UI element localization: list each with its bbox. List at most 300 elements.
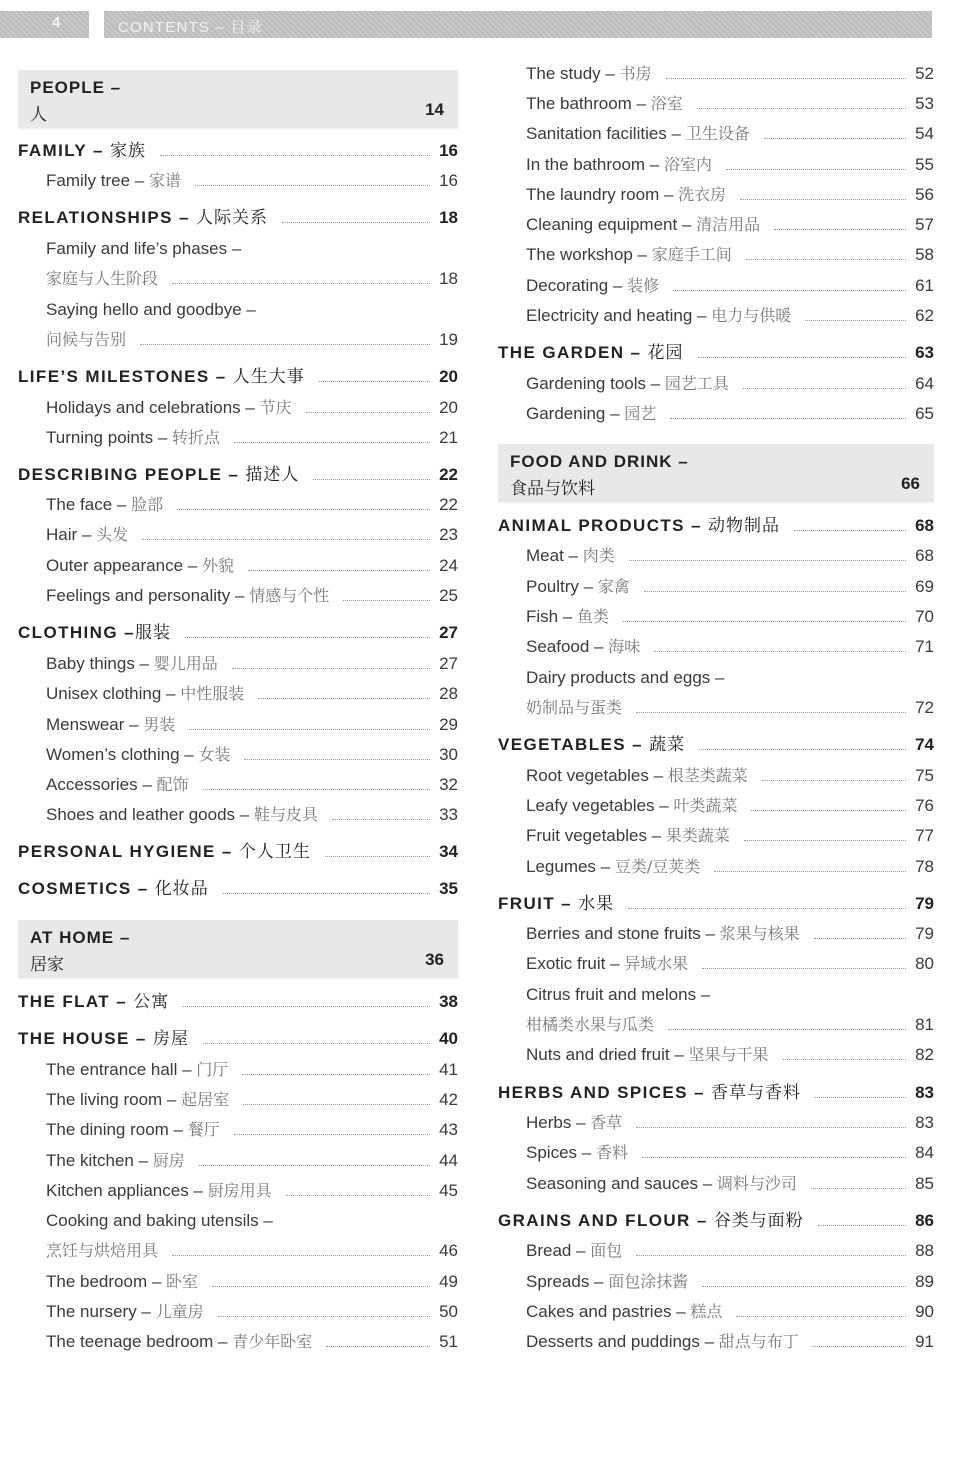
dot-leader [774, 229, 906, 230]
toc-topic-entry[interactable] [18, 520, 458, 546]
entry-title-zh: 浴室内 [663, 155, 712, 174]
entry-page-number: 41 [439, 1060, 458, 1079]
entry-title-zh: 卧室 [166, 1272, 199, 1291]
entry-label [18, 653, 218, 675]
entry-title-en: FRUIT – [498, 894, 579, 913]
toc-topic-entry[interactable] [498, 1040, 934, 1066]
entry-title-zh: 家庭与人生阶段 [46, 269, 159, 288]
contents-title: CONTENTS – 目录 [118, 19, 263, 36]
toc-topic-entry[interactable] [18, 740, 458, 766]
dot-leader [702, 1286, 906, 1287]
toc-chapter-entry[interactable] [498, 1078, 934, 1104]
entry-label [18, 366, 305, 388]
toc-topic-entry[interactable] [498, 852, 934, 878]
entry-title-en: Electricity and heating – [526, 306, 712, 325]
toc-section-header[interactable] [18, 70, 458, 128]
dot-leader [673, 290, 906, 291]
entry-title-zh: 园艺 [624, 404, 657, 423]
entry-page-number: 75 [915, 766, 934, 785]
toc-topic-entry[interactable] [498, 1236, 934, 1262]
toc-section-header[interactable] [18, 920, 458, 978]
entry-title-en: GRAINS AND FLOUR – [498, 1211, 714, 1230]
section-page-number: 14 [425, 100, 444, 119]
entry-page-number: 70 [915, 607, 934, 626]
dot-leader [743, 388, 906, 389]
entry-page-number: 76 [915, 796, 934, 815]
entry-title-zh: 面包 [590, 1241, 623, 1260]
toc-topic-entry[interactable] [18, 800, 458, 826]
toc-entry-line [18, 234, 458, 260]
entry-title-zh: 柑橘类水果与瓜类 [526, 1015, 655, 1034]
entry-label [498, 667, 724, 689]
toc-topic-entry[interactable] [18, 1327, 458, 1353]
section-title-zh: 居家 [30, 955, 64, 975]
entry-title-en: Holidays and celebrations – [46, 398, 260, 417]
entry-title-en: HERBS AND SPICES – [498, 1083, 712, 1102]
toc-topic-entry[interactable] [18, 1146, 458, 1172]
toc-chapter-entry[interactable] [18, 136, 458, 162]
entry-label [498, 93, 683, 115]
entry-title-zh: 脸部 [131, 495, 164, 514]
entry-title-zh: 豆类/豆荚类 [614, 857, 701, 876]
entry-label [498, 184, 726, 206]
entry-title-en: Decorating – [526, 276, 628, 295]
entry-title-en: THE HOUSE – [18, 1029, 153, 1048]
toc-topic-entry[interactable] [498, 240, 934, 266]
entry-title-zh: 问候与告别 [46, 330, 127, 349]
toc-chapter-entry[interactable] [18, 837, 458, 863]
toc-topic-entry[interactable] [18, 1085, 458, 1111]
toc-topic-entry[interactable] [498, 693, 934, 719]
entry-title-en: Cakes and pastries – [526, 1302, 691, 1321]
entry-label [498, 606, 609, 628]
entry-page-number: 85 [915, 1174, 934, 1193]
entry-label [18, 464, 299, 486]
entry-title-en: Meat – [526, 546, 583, 565]
entry-page-number: 57 [915, 215, 934, 234]
entry-title-zh: 异域水果 [624, 954, 689, 973]
entry-label [498, 342, 684, 364]
entry-title-en: Legumes – [526, 857, 615, 876]
entry-label [18, 1028, 189, 1050]
entry-page-number: 90 [915, 1302, 934, 1321]
dot-leader [282, 222, 430, 223]
entry-title-en: The teenage bedroom – [46, 1332, 233, 1351]
dot-leader [160, 155, 430, 156]
entry-page-number: 22 [439, 495, 458, 514]
entry-title-zh: 餐厅 [187, 1120, 220, 1139]
toc-chapter-entry[interactable] [18, 874, 458, 900]
entry-label [498, 1331, 799, 1353]
entry-page-number: 25 [439, 586, 458, 605]
entry-label [498, 734, 685, 756]
entry-label [498, 154, 712, 176]
entry-title-zh: 中性服装 [180, 684, 245, 703]
entry-label [498, 63, 652, 85]
toc-topic-entry[interactable] [18, 770, 458, 796]
entry-title-en: FAMILY – [18, 141, 110, 160]
toc-topic-entry[interactable] [498, 949, 934, 975]
entry-page-number: 79 [915, 894, 934, 913]
entry-page-number: 52 [915, 64, 934, 83]
entry-title-zh: 青少年卧室 [232, 1332, 313, 1351]
toc-topic-entry[interactable] [18, 423, 458, 449]
entry-label [498, 953, 688, 975]
entry-label [18, 1210, 273, 1232]
toc-topic-entry[interactable] [498, 541, 934, 567]
section-title-en: FOOD AND DRINK – [510, 452, 689, 471]
dot-leader [199, 1165, 430, 1166]
entry-title-zh: 公寓 [133, 992, 170, 1012]
toc-topic-entry[interactable] [498, 271, 934, 297]
toc-topic-entry[interactable] [18, 679, 458, 705]
dot-leader [218, 1316, 430, 1317]
entry-title-zh: 奶制品与蛋类 [526, 698, 623, 717]
dot-leader [714, 871, 906, 872]
entry-label [498, 1112, 622, 1134]
section-page-number: 66 [901, 474, 920, 493]
dot-leader [140, 344, 430, 345]
entry-page-number: 51 [439, 1332, 458, 1351]
entry-page-number: 83 [915, 1113, 934, 1132]
entry-page-number: 84 [915, 1143, 934, 1162]
toc-topic-entry[interactable] [498, 119, 934, 145]
entry-label [18, 1089, 229, 1111]
toc-topic-entry[interactable] [498, 1108, 934, 1134]
toc-topic-entry[interactable] [498, 399, 934, 425]
entry-title-zh: 化妆品 [154, 879, 209, 899]
entry-title-en: Fish – [526, 607, 578, 626]
entry-title-zh: 转折点 [172, 428, 221, 447]
entry-title-zh: 书房 [619, 64, 652, 83]
entry-label [18, 140, 146, 162]
toc-topic-entry[interactable] [18, 264, 458, 290]
entry-title-en: Shoes and leather goods – [46, 805, 254, 824]
entry-page-number: 24 [439, 556, 458, 575]
entry-label [18, 683, 244, 705]
toc-chapter-entry[interactable] [498, 1206, 934, 1232]
entry-page-number: 61 [915, 276, 934, 295]
entry-label [498, 515, 780, 537]
entry-title-zh: 门厅 [196, 1060, 229, 1079]
toc-section-header[interactable] [498, 444, 934, 502]
toc-topic-entry[interactable] [498, 1297, 934, 1323]
toc-topic-entry[interactable] [498, 919, 934, 945]
toc-entry-line [498, 980, 934, 1006]
toc-topic-entry[interactable] [18, 166, 458, 192]
dot-leader [762, 780, 906, 781]
entry-title-zh: 水果 [578, 894, 615, 914]
entry-title-en: VEGETABLES – [498, 735, 650, 754]
toc-topic-entry[interactable] [498, 791, 934, 817]
entry-label [18, 329, 126, 351]
dot-leader [666, 78, 906, 79]
entry-title-zh: 家禽 [597, 577, 630, 596]
entry-title-zh: 电力与供暖 [711, 306, 792, 325]
dot-leader [636, 1255, 906, 1256]
entry-label [18, 1301, 204, 1323]
entry-page-number: 69 [915, 577, 934, 596]
toc-chapter-entry[interactable] [18, 460, 458, 486]
toc-topic-entry[interactable] [498, 301, 934, 327]
entry-label [498, 1014, 654, 1036]
toc-chapter-entry[interactable] [498, 338, 934, 364]
entry-page-number: 82 [915, 1045, 934, 1064]
dot-leader [818, 1225, 906, 1226]
entry-title-en: Family tree – [46, 171, 149, 190]
toc-chapter-entry[interactable] [18, 987, 458, 1013]
dot-leader [628, 908, 906, 909]
entry-page-number: 71 [915, 637, 934, 656]
section-title-zh: 食品与饮料 [510, 479, 595, 499]
entry-label [498, 636, 640, 658]
dot-leader [313, 479, 430, 480]
entry-title-en: Gardening – [526, 404, 625, 423]
entry-label [498, 1173, 797, 1195]
toc-topic-entry[interactable] [498, 150, 934, 176]
toc-chapter-entry[interactable] [18, 203, 458, 229]
entry-page-number: 68 [915, 516, 934, 535]
toc-topic-entry[interactable] [498, 89, 934, 115]
entry-page-number: 33 [439, 805, 458, 824]
entry-page-number: 32 [439, 775, 458, 794]
entry-label [498, 576, 630, 598]
entry-label [18, 238, 241, 260]
entry-page-number: 16 [439, 141, 458, 160]
entry-label [498, 984, 710, 1006]
dot-leader [746, 259, 906, 260]
entry-label [18, 878, 209, 900]
contents-header-band [104, 11, 932, 38]
entry-label [498, 795, 737, 817]
entry-title-zh: 根茎类蔬菜 [667, 766, 748, 785]
entry-page-number: 38 [439, 992, 458, 1011]
entry-title-en: Herbs – [526, 1113, 591, 1132]
entry-title-en: Citrus fruit and melons – [526, 985, 711, 1004]
entry-page-number: 30 [439, 745, 458, 764]
entry-page-number: 22 [439, 465, 458, 484]
section-title-en: AT HOME – [30, 928, 131, 947]
toc-topic-entry[interactable] [18, 1267, 458, 1293]
entry-page-number: 49 [439, 1272, 458, 1291]
dot-leader [697, 108, 906, 109]
entry-page-number: 91 [915, 1332, 934, 1351]
toc-topic-entry[interactable] [18, 325, 458, 351]
entry-label [18, 268, 158, 290]
entry-label [18, 585, 329, 607]
page-number: 4 [52, 14, 61, 31]
entry-title-zh: 蔬菜 [649, 735, 686, 755]
entry-page-number: 20 [439, 367, 458, 386]
entry-title-en: Unisex clothing – [46, 684, 181, 703]
dot-leader [636, 712, 906, 713]
entry-title-zh: 描述人 [245, 465, 300, 485]
entry-title-zh: 人生大事 [232, 367, 305, 387]
entry-page-number: 68 [915, 546, 934, 565]
toc-topic-entry[interactable] [498, 1010, 934, 1036]
toc-topic-entry[interactable] [498, 180, 934, 206]
entry-page-number: 77 [915, 826, 934, 845]
dot-leader [189, 729, 430, 730]
dot-leader [234, 1134, 430, 1135]
entry-page-number: 18 [439, 208, 458, 227]
toc-chapter-entry[interactable] [18, 618, 458, 644]
entry-title-en: Desserts and puddings – [526, 1332, 719, 1351]
toc-topic-entry[interactable] [498, 821, 934, 847]
toc-topic-entry[interactable] [18, 649, 458, 675]
entry-title-zh: 坚果与干果 [688, 1045, 769, 1064]
entry-page-number: 28 [439, 684, 458, 703]
entry-title-zh: 房屋 [152, 1029, 189, 1049]
toc-topic-entry[interactable] [498, 632, 934, 658]
entry-label [18, 170, 181, 192]
dot-leader [699, 749, 906, 750]
entry-label [18, 841, 311, 863]
entry-title-en: Root vegetables – [526, 766, 668, 785]
entry-label [18, 804, 318, 826]
entry-label [498, 697, 622, 719]
toc-topic-entry[interactable] [18, 710, 458, 736]
dot-leader [325, 856, 430, 857]
entry-label [18, 299, 256, 321]
entry-title-en: In the bathroom – [526, 155, 664, 174]
toc-topic-entry[interactable] [18, 1115, 458, 1141]
entry-title-zh: 香草 [590, 1113, 623, 1132]
entry-page-number: 65 [915, 404, 934, 423]
toc-topic-entry[interactable] [498, 1327, 934, 1353]
entry-title-zh: 外貌 [201, 556, 234, 575]
toc-topic-entry[interactable] [498, 572, 934, 598]
dot-leader [815, 1097, 906, 1098]
dot-leader [636, 1127, 906, 1128]
dot-leader [177, 509, 430, 510]
entry-label [18, 1059, 228, 1081]
entry-title-zh: 烹饪与烘焙用具 [46, 1241, 159, 1260]
entry-title-en: Nuts and dried fruit – [526, 1045, 689, 1064]
toc-topic-entry[interactable] [18, 1055, 458, 1081]
entry-label [18, 524, 128, 546]
toc-topic-entry[interactable] [498, 369, 934, 395]
entry-page-number: 54 [915, 124, 934, 143]
entry-label [498, 1210, 804, 1232]
toc-topic-entry[interactable] [498, 602, 934, 628]
entry-title-zh: 起居室 [181, 1090, 230, 1109]
entry-title-zh: 节庆 [259, 398, 292, 417]
entry-title-en: The workshop – [526, 245, 652, 264]
toc-topic-entry[interactable] [18, 1297, 458, 1323]
entry-page-number: 83 [915, 1083, 934, 1102]
dot-leader [629, 560, 906, 561]
entry-page-number: 40 [439, 1029, 458, 1048]
entry-label [18, 744, 230, 766]
entry-title-zh: 肉类 [582, 546, 615, 565]
toc-topic-entry[interactable] [498, 1169, 934, 1195]
toc-topic-entry[interactable] [498, 1138, 934, 1164]
section-title-en: PEOPLE – [30, 78, 122, 97]
entry-title-en: Fruit vegetables – [526, 826, 666, 845]
entry-title-en: Cooking and baking utensils – [46, 1211, 273, 1230]
toc-topic-entry[interactable] [498, 59, 934, 85]
toc-chapter-entry[interactable] [498, 889, 934, 915]
dot-leader [783, 1059, 906, 1060]
toc-topic-entry[interactable] [498, 761, 934, 787]
dot-leader [751, 810, 906, 811]
entry-title-en: Saying hello and goodbye – [46, 300, 256, 319]
toc-chapter-entry[interactable] [498, 511, 934, 537]
toc-topic-entry[interactable] [18, 1236, 458, 1262]
dot-leader [698, 357, 907, 358]
toc-topic-entry[interactable] [498, 210, 934, 236]
entry-title-zh: 调料与沙司 [716, 1174, 797, 1193]
entry-title-zh: 动物制品 [708, 516, 781, 536]
entry-title-en: Sanitation facilities – [526, 124, 686, 143]
entry-title-en: RELATIONSHIPS – [18, 208, 196, 227]
entry-title-en: The face – [46, 495, 132, 514]
entry-title-zh: 叶类蔬菜 [673, 796, 738, 815]
entry-label [498, 244, 732, 266]
dot-leader [811, 1188, 906, 1189]
toc-topic-entry[interactable] [18, 1176, 458, 1202]
entry-title-en: Feelings and personality – [46, 586, 250, 605]
entry-label [18, 207, 268, 229]
entry-title-zh: 浆果与核果 [719, 924, 800, 943]
toc-topic-entry[interactable] [498, 1267, 934, 1293]
entry-page-number: 46 [439, 1241, 458, 1260]
entry-title-zh: 婴儿用品 [153, 654, 218, 673]
entry-label [498, 214, 760, 236]
entry-page-number: 56 [915, 185, 934, 204]
entry-title-zh: 男装 [143, 715, 176, 734]
dot-leader [242, 1074, 430, 1075]
toc-topic-entry[interactable] [18, 490, 458, 516]
toc-entry-line [18, 1206, 458, 1232]
entry-title-en: Seasoning and sauces – [526, 1174, 717, 1193]
entry-label [18, 1119, 220, 1141]
entry-title-en: Leafy vegetables – [526, 796, 674, 815]
entry-page-number: 62 [915, 306, 934, 325]
dot-leader [623, 621, 906, 622]
dot-leader [642, 1157, 906, 1158]
entry-label [498, 275, 659, 297]
toc-chapter-entry[interactable] [498, 730, 934, 756]
toc-topic-entry[interactable] [18, 393, 458, 419]
entry-title-zh: 花园 [647, 343, 684, 363]
entry-title-en: Kitchen appliances – [46, 1181, 208, 1200]
dot-leader [736, 1316, 906, 1317]
dot-leader [183, 1006, 430, 1007]
entry-label [18, 397, 292, 419]
entry-label [498, 893, 614, 915]
toc-chapter-entry[interactable] [18, 1024, 458, 1050]
entry-title-en: Seafood – [526, 637, 609, 656]
toc-topic-entry[interactable] [18, 551, 458, 577]
dot-leader [243, 1104, 430, 1105]
entry-label [498, 373, 729, 395]
toc-topic-entry[interactable] [18, 581, 458, 607]
entry-page-number: 64 [915, 374, 934, 393]
entry-title-en: COSMETICS – [18, 879, 155, 898]
toc-chapter-entry[interactable] [18, 362, 458, 388]
entry-label [498, 1142, 628, 1164]
dot-leader [244, 759, 430, 760]
entry-title-zh: 个人卫生 [238, 842, 311, 862]
entry-title-zh: 浴室 [650, 94, 683, 113]
entry-page-number: 88 [915, 1241, 934, 1260]
entry-label [498, 1240, 622, 1262]
entry-page-number: 78 [915, 857, 934, 876]
entry-title-en: The laundry room – [526, 185, 679, 204]
entry-title-en: Menswear – [46, 715, 144, 734]
